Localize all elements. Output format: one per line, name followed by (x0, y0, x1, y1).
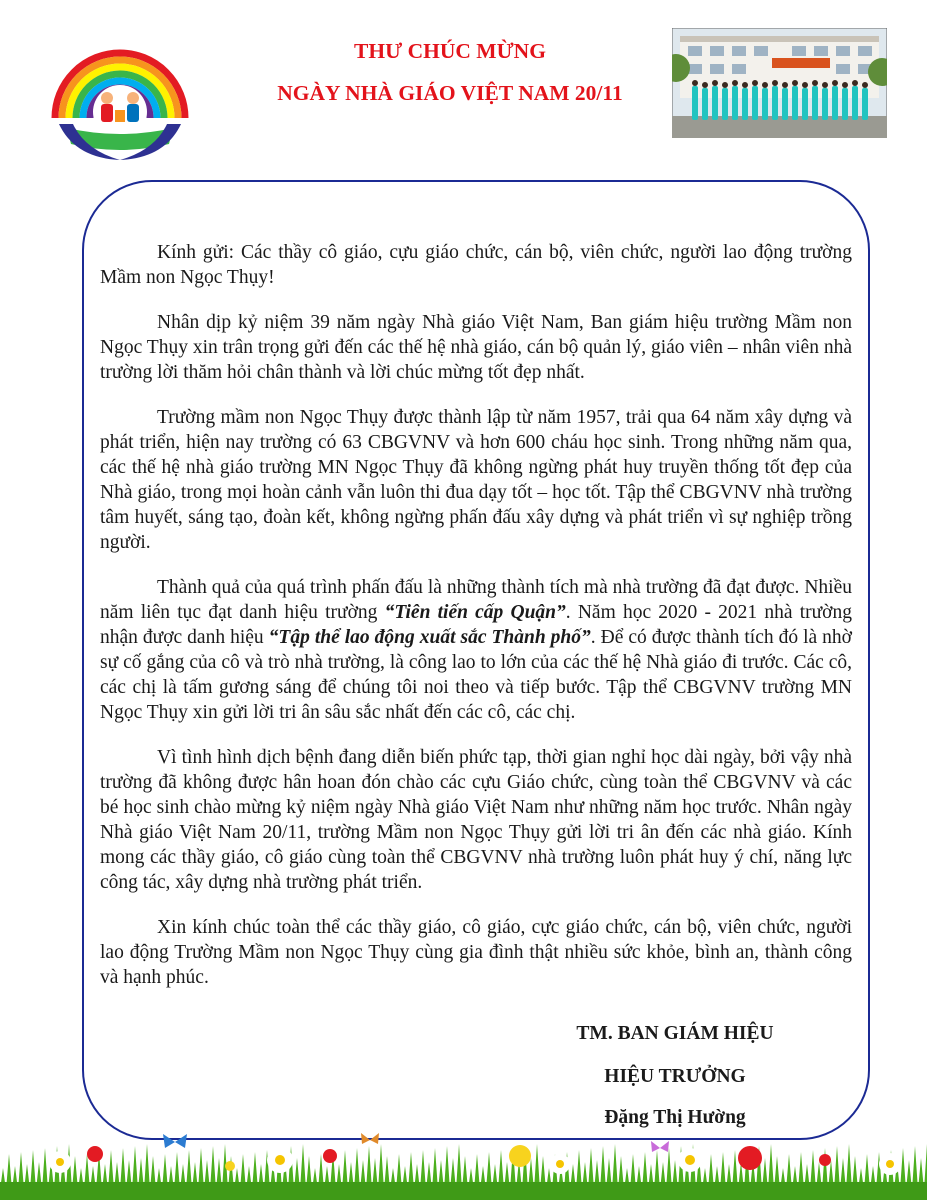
paragraph-anniversary: Nhân dịp kỷ niệm 39 năm ngày Nhà giáo Việt Nam, Ban giám hiệu trường Mầm non Ngọc Thụy xin trân trọng gửi đến các thế hệ nhà giáo, cán bộ quản lý, giáo viên – nhân viên nhà trường lời thăm hỏi chân thành và lời chúc mừng tốt đẹp nhất. (100, 312, 852, 383)
paragraph-history: Trường mầm non Ngọc Thụy được thành lập từ năm 1957, trải qua 64 năm xây dựng và phát triển, hiện nay trường có 63 CBGVNV và hơn 600 cháu học sinh. Trong những năm qua, các thế hệ nhà giáo trường MN Ngọc Thụy đã không ngừng phát huy truyền thống tốt đẹp của Nhà giáo, trong mọi hoàn cảnh vẫn luôn thi đua dạy tốt – học tốt. Tập thể CBGVNV nhà trường tâm huyết, sáng tạo, đoàn kết, không ngừng phấn đấu xây dựng và phát triển vì sự nghiệp trồng người. (100, 407, 852, 553)
salutation-paragraph: Kính gửi: Các thầy cô giáo, cựu giáo chức, cán bộ, viên chức, người lao động trường Mầm non Ngọc Thụy! (100, 242, 852, 288)
page-title (200, 30, 700, 114)
teachers-group-photo (672, 28, 887, 138)
butterfly-icon-2 (361, 1133, 379, 1144)
achievements-text-1: Thành quả của quá trình phấn đấu là những thành tích mà nhà trường đã đạt được. Nhiều năm liên tục đạt danh hiệu trường (100, 577, 852, 623)
butterfly-icon-3 (651, 1141, 669, 1152)
signature-name: Đặng Thị Hường (604, 1107, 746, 1128)
paragraph-achievements (100, 575, 852, 725)
letter-body (100, 240, 852, 990)
signature-board: TM. BAN GIÁM HIỆU (576, 1023, 774, 1044)
butterfly-icon (163, 1134, 187, 1148)
grass-flowers-border (0, 1130, 927, 1200)
award-district: “Tiên tiến cấp Quận” (384, 602, 566, 623)
achievements-text-3: . Để có được thành tích đó là nhờ sự cố gắng của cô và trò nhà trường, là công lao to lớn của các thế hệ Nhà giáo đi trước. Các cô, các chị là tấm gương sáng để chúng tôi noi theo và tiếp bước. Tập thể CBGVNV trường MN Ngọc Thụy xin gửi lời tri ân sâu sắc nhất đến các cô, các chị. (100, 627, 852, 723)
paragraph-wishes: Xin kính chúc toàn thể các thầy giáo, cô giáo, cực giáo chức, cán bộ, viên chức, người lao động Trường Mầm non Ngọc Thụy cùng gia đình thật nhiều sức khỏe, bình an, thành công và hạnh phúc. (100, 917, 852, 988)
school-logo (45, 40, 195, 165)
award-city: “Tập thể lao động xuất sắc Thành phố” (268, 627, 591, 648)
achievements-text-2: . Năm học 2020 - 2021 nhà trường nhận được danh hiệu (100, 602, 852, 648)
signature-title: HIỆU TRƯỞNG (604, 1066, 746, 1087)
title-line-1: THƯ CHÚC MỪNG (354, 39, 546, 63)
paragraph-pandemic: Vì tình hình dịch bệnh đang diễn biến phức tạp, thời gian nghỉ học dài ngày, bởi vậy nhà trường đã không được hân hoan đón chào các cựu Giáo chức, cùng toàn thể CBGVNV và các bé học sinh chào mừng kỷ niệm ngày Nhà giáo Việt Nam như những năm học trước. Nhân ngày Nhà giáo Việt Nam 20/11, trường Mầm non Ngọc Thụy gửi lời tri ân đến các nhà giáo. Kính mong các thầy giáo, cô giáo cùng toàn thể CBGVNV nhà trường luôn phát huy ý chí, năng lực công tác, xây dựng nhà trường phát triển. (100, 747, 852, 893)
title-line-2: NGÀY NHÀ GIÁO VIỆT NAM 20/11 (277, 81, 623, 105)
